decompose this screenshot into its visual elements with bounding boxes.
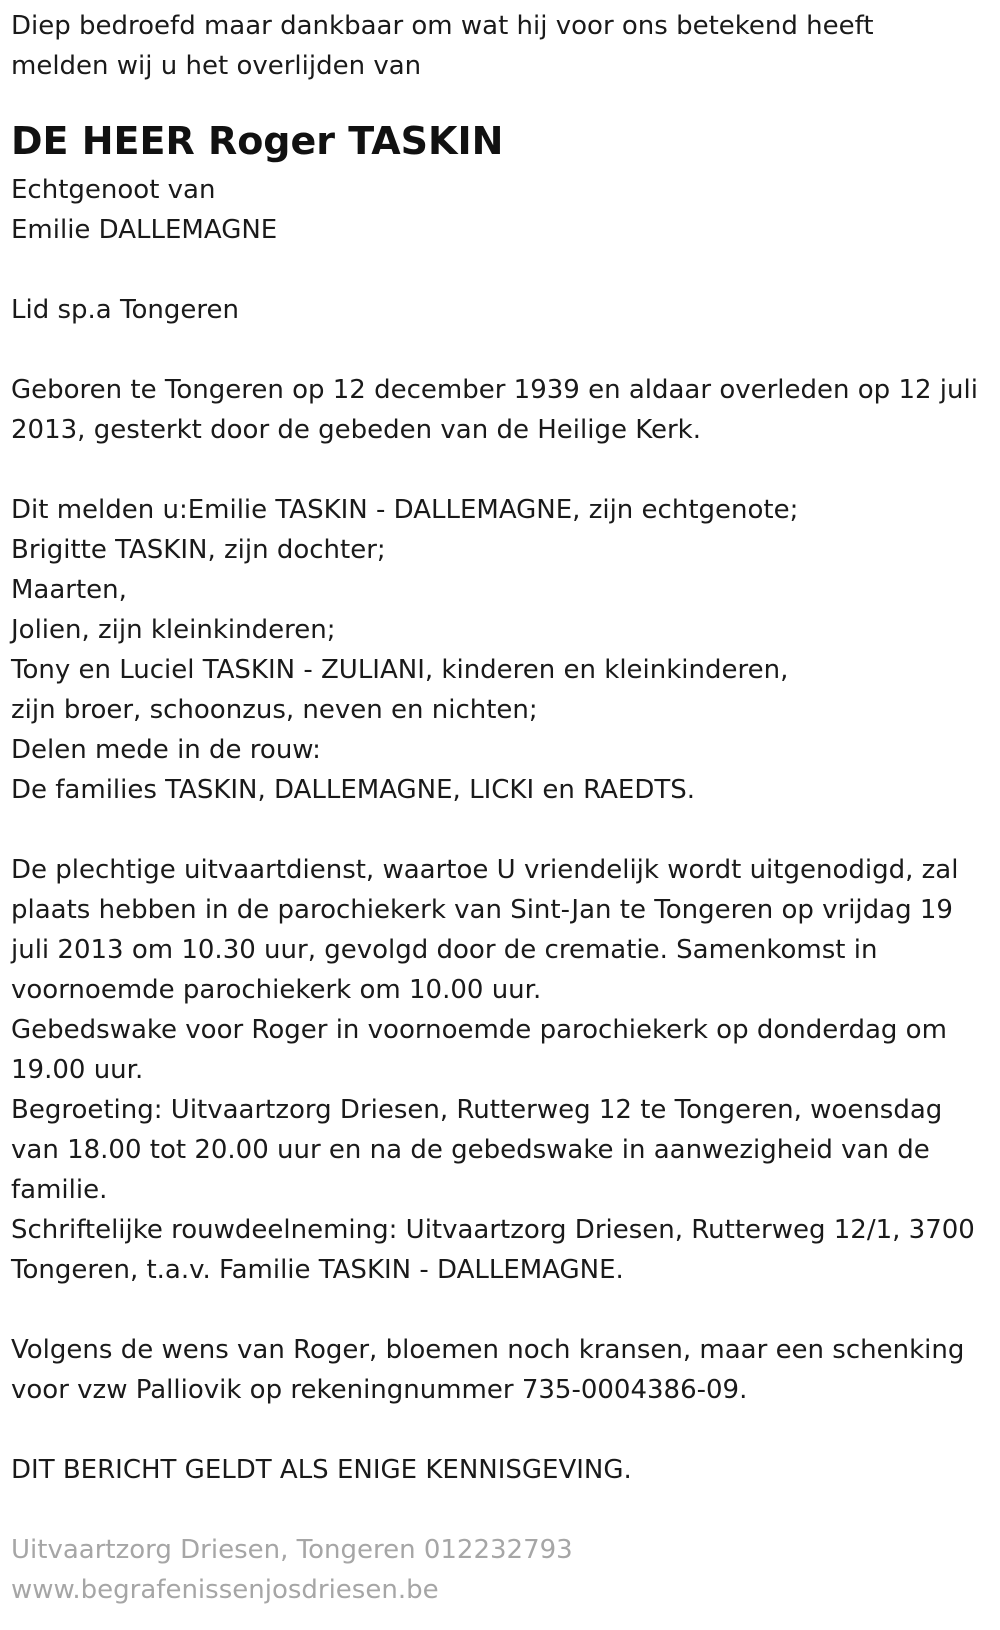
- family-line: Tony en Luciel TASKIN - ZULIANI, kinderen en kleinkinderen,: [11, 655, 789, 685]
- birth-death-paragraph: [11, 370, 986, 450]
- membership-line: Lid sp.a Tongeren: [11, 295, 239, 325]
- intro-line: melden wij u het overlijden van: [11, 51, 422, 81]
- spacer: [11, 330, 986, 370]
- service-paragraph: [11, 850, 986, 1290]
- spouse-line: Echtgenoot van: [11, 175, 216, 205]
- intro-paragraph: [11, 6, 986, 86]
- family-line: Jolien, zijn kleinkinderen;: [11, 615, 336, 645]
- spacer: [11, 1410, 986, 1450]
- spacer: [11, 450, 986, 490]
- obituary-notice: [11, 6, 986, 1610]
- service-line: Gebedswake voor Roger in voornoemde parochiekerk op donderdag om: [11, 1015, 947, 1045]
- service-line: familie.: [11, 1175, 108, 1205]
- spouse-block: [11, 170, 986, 250]
- birth-death-line: Geboren te Tongeren op 12 december 1939 en aldaar overleden op 12 juli: [11, 375, 978, 405]
- wishes-line: voor vzw Palliovik op rekeningnummer 735-0004386-09.: [11, 1375, 748, 1405]
- family-line: De families TASKIN, DALLEMAGNE, LICKI en RAEDTS.: [11, 775, 696, 805]
- family-line: zijn broer, schoonzus, neven en nichten;: [11, 695, 538, 725]
- footer-website: www.begrafenissenjosdriesen.be: [11, 1575, 439, 1605]
- family-line: Dit melden u:Emilie TASKIN - DALLEMAGNE, zijn echtgenote;: [11, 495, 799, 525]
- service-line: De plechtige uitvaartdienst, waartoe U vriendelijk wordt uitgenodigd, zal: [11, 855, 959, 885]
- footer: [11, 1530, 986, 1610]
- spacer: [11, 1490, 986, 1530]
- spouse-name: Emilie DALLEMAGNE: [11, 215, 278, 245]
- family-paragraph: [11, 490, 986, 810]
- service-line: Tongeren, t.a.v. Familie TASKIN - DALLEMAGNE.: [11, 1255, 624, 1285]
- family-line: Brigitte TASKIN, zijn dochter;: [11, 535, 386, 565]
- wishes-paragraph: [11, 1330, 986, 1410]
- wishes-line: Volgens de wens van Roger, bloemen noch kransen, maar een schenking: [11, 1335, 965, 1365]
- notice-line: DIT BERICHT GELDT ALS ENIGE KENNISGEVING.: [11, 1455, 632, 1485]
- service-line: van 18.00 tot 20.00 uur en na de gebedswake in aanwezigheid van de: [11, 1135, 930, 1165]
- spacer: [11, 810, 986, 850]
- birth-death-line: 2013, gesterkt door de gebeden van de Heilige Kerk.: [11, 415, 701, 445]
- family-line: Maarten,: [11, 575, 127, 605]
- service-line: juli 2013 om 10.30 uur, gevolgd door de crematie. Samenkomst in: [11, 935, 878, 965]
- spacer: [11, 1290, 986, 1330]
- family-line: Delen mede in de rouw:: [11, 735, 321, 765]
- service-line: 19.00 uur.: [11, 1055, 144, 1085]
- footer-company: Uitvaartzorg Driesen, Tongeren 012232793: [11, 1535, 573, 1565]
- deceased-name: DE HEER Roger TASKIN: [11, 119, 504, 163]
- service-line: Schriftelijke rouwdeelneming: Uitvaartzorg Driesen, Rutterweg 12/1, 3700: [11, 1215, 975, 1245]
- service-line: plaats hebben in de parochiekerk van Sint-Jan te Tongeren op vrijdag 19: [11, 895, 953, 925]
- spacer: [11, 250, 986, 290]
- service-line: Begroeting: Uitvaartzorg Driesen, Rutterweg 12 te Tongeren, woensdag: [11, 1095, 943, 1125]
- intro-line: Diep bedroefd maar dankbaar om wat hij voor ons betekend heeft: [11, 11, 874, 41]
- service-line: voornoemde parochiekerk om 10.00 uur.: [11, 975, 542, 1005]
